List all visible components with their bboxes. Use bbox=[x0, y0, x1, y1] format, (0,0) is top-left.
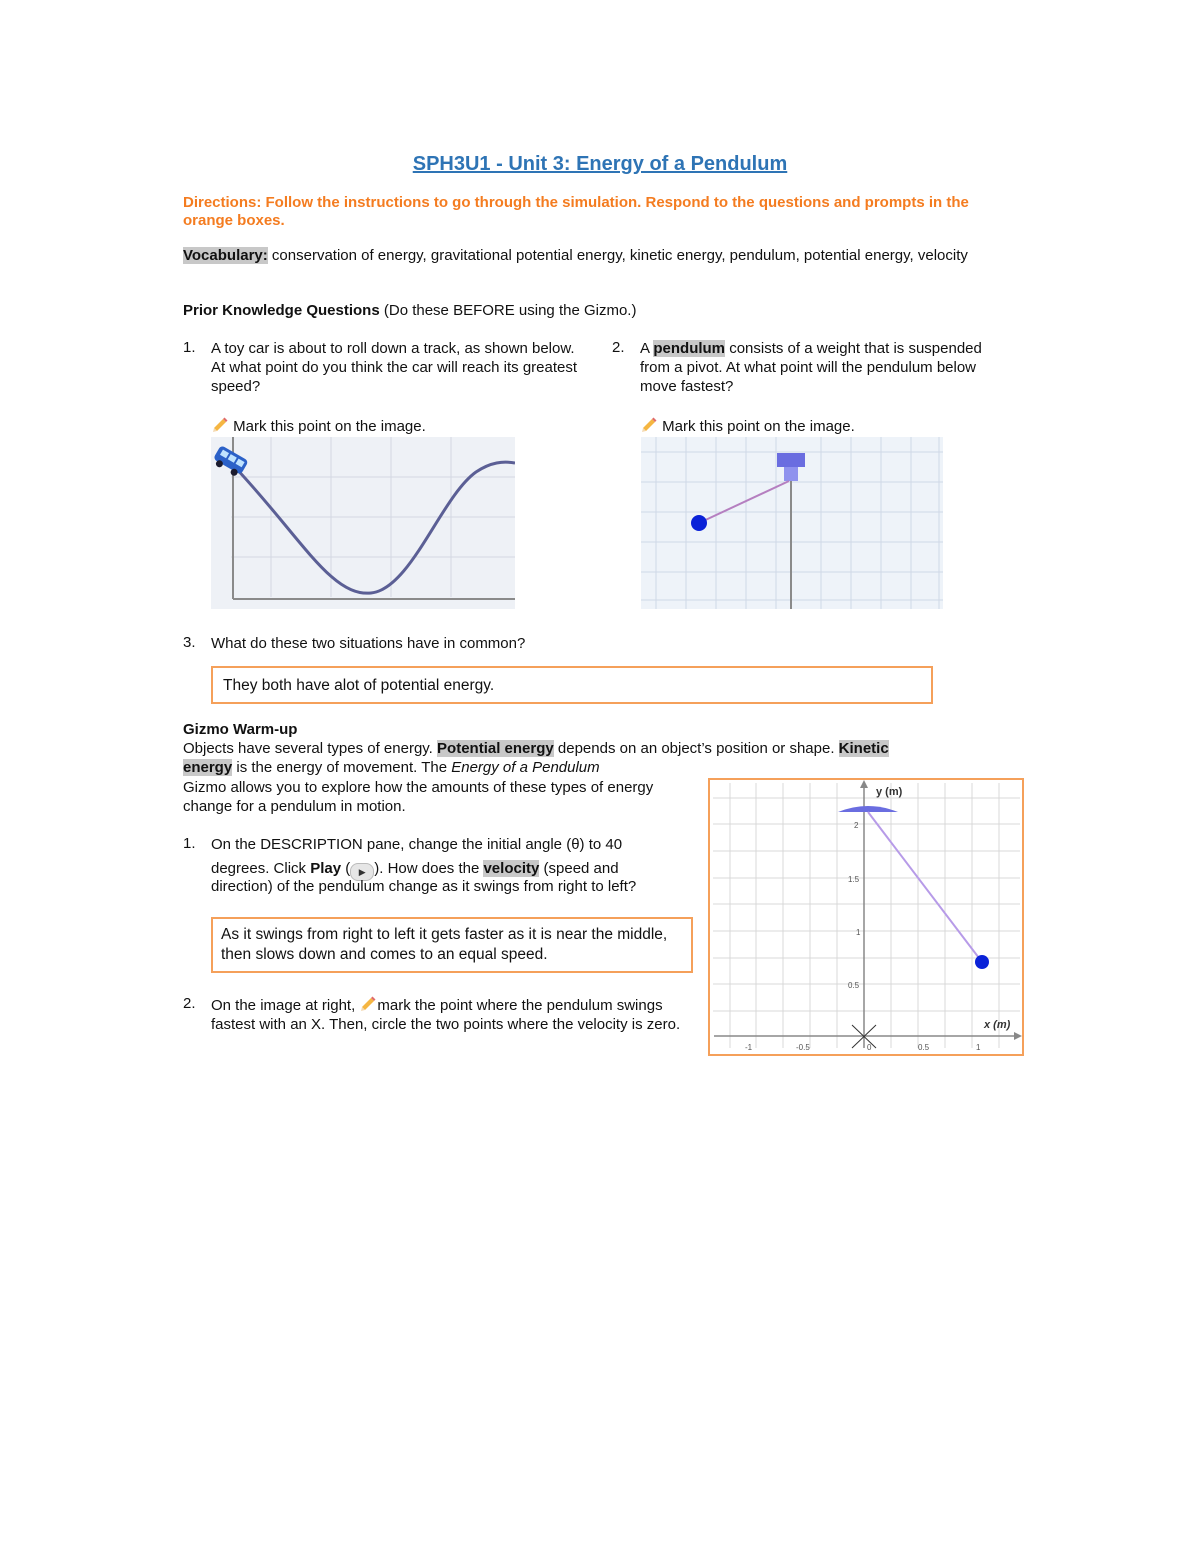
play-icon: ▶ bbox=[350, 863, 374, 881]
warmup-heading: Gizmo Warm-up bbox=[183, 721, 298, 738]
warmup-q1-text: (speed and bbox=[539, 860, 619, 877]
x-tick-label: 1 bbox=[976, 1043, 981, 1052]
prior-knowledge-note: (Do these BEFORE using the Gizmo.) bbox=[379, 302, 637, 319]
warmup-q1-text: ( bbox=[341, 860, 351, 877]
question-1-text: A toy car is about to roll down a track, as shown below. At what point do you think the car will reach its greatest speed? bbox=[211, 340, 578, 395]
warmup-q2-text bbox=[211, 995, 686, 1034]
warmup-intro-line1 bbox=[183, 739, 993, 758]
pivot-mount bbox=[777, 453, 805, 467]
pendulum-term: pendulum bbox=[653, 340, 726, 357]
warmup-q1-answer: As it swings from right to left it gets faster as it is near the middle, then slows down and comes to an equal speed. bbox=[221, 926, 668, 963]
warmup-q1-line1: On the DESCRIPTION pane, change the initial angle (θ) to 40 bbox=[211, 836, 623, 853]
potential-energy-term: Potential energy bbox=[437, 740, 554, 757]
question-number: 3. bbox=[183, 634, 196, 651]
question-2-pre: A bbox=[640, 340, 654, 357]
figure-background bbox=[211, 437, 515, 609]
warmup-q2-pre: On the image at right, bbox=[211, 997, 360, 1014]
prior-knowledge-heading bbox=[183, 301, 983, 320]
y-tick-label: 0.5 bbox=[848, 981, 860, 990]
vocabulary-label: Vocabulary: bbox=[183, 247, 268, 264]
pencil-icon bbox=[211, 416, 229, 434]
x-tick-label: 0.5 bbox=[918, 1043, 930, 1052]
warmup-q1-answer-box[interactable] bbox=[211, 917, 693, 973]
y-axis-label: y (m) bbox=[876, 786, 903, 798]
x-tick-label: -1 bbox=[745, 1043, 753, 1052]
mark-point-label: Mark this point on the image. bbox=[233, 418, 426, 435]
pendulum-bob bbox=[975, 955, 989, 969]
warmup-intro-line2 bbox=[183, 758, 663, 777]
prior-knowledge-title: Prior Knowledge Questions bbox=[183, 302, 380, 319]
question-3-text: What do these two situations have in common? bbox=[211, 635, 526, 652]
mark-point-label: Mark this point on the image. bbox=[662, 418, 855, 435]
page-title: SPH3U1 - Unit 3: Energy of a Pendulum bbox=[412, 153, 788, 175]
vocabulary-paragraph bbox=[183, 246, 1013, 265]
pendulum-bob bbox=[691, 515, 707, 531]
x-tick-label: -0.5 bbox=[796, 1043, 810, 1052]
pendulum-graph-figure[interactable] bbox=[708, 778, 1024, 1056]
pivot bbox=[784, 467, 798, 481]
warmup-q1-text: ). How does the bbox=[374, 860, 484, 877]
x-axis-label: x (m) bbox=[984, 1019, 1011, 1031]
warmup-q1-text: degrees. Click bbox=[211, 860, 311, 877]
y-tick-label: 1 bbox=[856, 928, 861, 937]
question-number: 1. bbox=[183, 835, 196, 852]
warmup-intro-text: Objects have several types of energy. bbox=[183, 740, 438, 757]
question-number: 1. bbox=[183, 339, 196, 356]
question-3-answer-box[interactable] bbox=[211, 666, 933, 704]
warmup-intro-text: depends on an object’s position or shape. bbox=[553, 740, 839, 757]
warmup-intro-rest: Gizmo allows you to explore how the amounts of these types of energy change for a pendulum in motion. bbox=[183, 779, 654, 815]
gizmo-name: Energy of a Pendulum bbox=[451, 759, 600, 776]
pendulum-figure[interactable] bbox=[641, 437, 943, 609]
kinetic-term: Kinetic bbox=[838, 740, 889, 757]
pencil-icon bbox=[640, 416, 658, 434]
question-3-answer: They both have alot of potential energy. bbox=[223, 677, 495, 694]
vocabulary-list: conservation of energy, gravitational potential energy, kinetic energy, pendulum, potential energy, velocity bbox=[267, 247, 968, 264]
warmup-intro-text: is the energy of movement. The bbox=[232, 759, 452, 776]
play-label: Play bbox=[310, 860, 342, 877]
y-tick-label: 2 bbox=[854, 821, 859, 830]
directions-text: Directions: Follow the instructions to go through the simulation. Respond to the questions and prompts in the orange boxes. bbox=[183, 194, 969, 229]
pencil-icon bbox=[359, 995, 377, 1013]
warmup-q1-rest: direction) of the pendulum change as it swings from right to left? bbox=[211, 878, 637, 895]
toy-car-track-figure[interactable] bbox=[211, 437, 515, 609]
question-2-post: consists of a weight that is suspended from a pivot. At what point will the pendulum below move fastest? bbox=[640, 340, 982, 395]
velocity-term: velocity bbox=[483, 860, 540, 877]
warmup-q2-body: mark the point where the pendulum swings fastest with an X. Then, circle the two points where the velocity is zero. bbox=[211, 997, 681, 1033]
question-2-text bbox=[640, 339, 990, 396]
question-2-mark-instruction bbox=[640, 416, 940, 436]
question-1-mark-instruction bbox=[211, 416, 511, 436]
question-number: 2. bbox=[612, 339, 625, 356]
energy-term: energy bbox=[183, 759, 233, 776]
y-tick-label: 1.5 bbox=[848, 875, 860, 884]
x-tick-label: 0 bbox=[867, 1043, 872, 1052]
question-number: 2. bbox=[183, 995, 196, 1012]
